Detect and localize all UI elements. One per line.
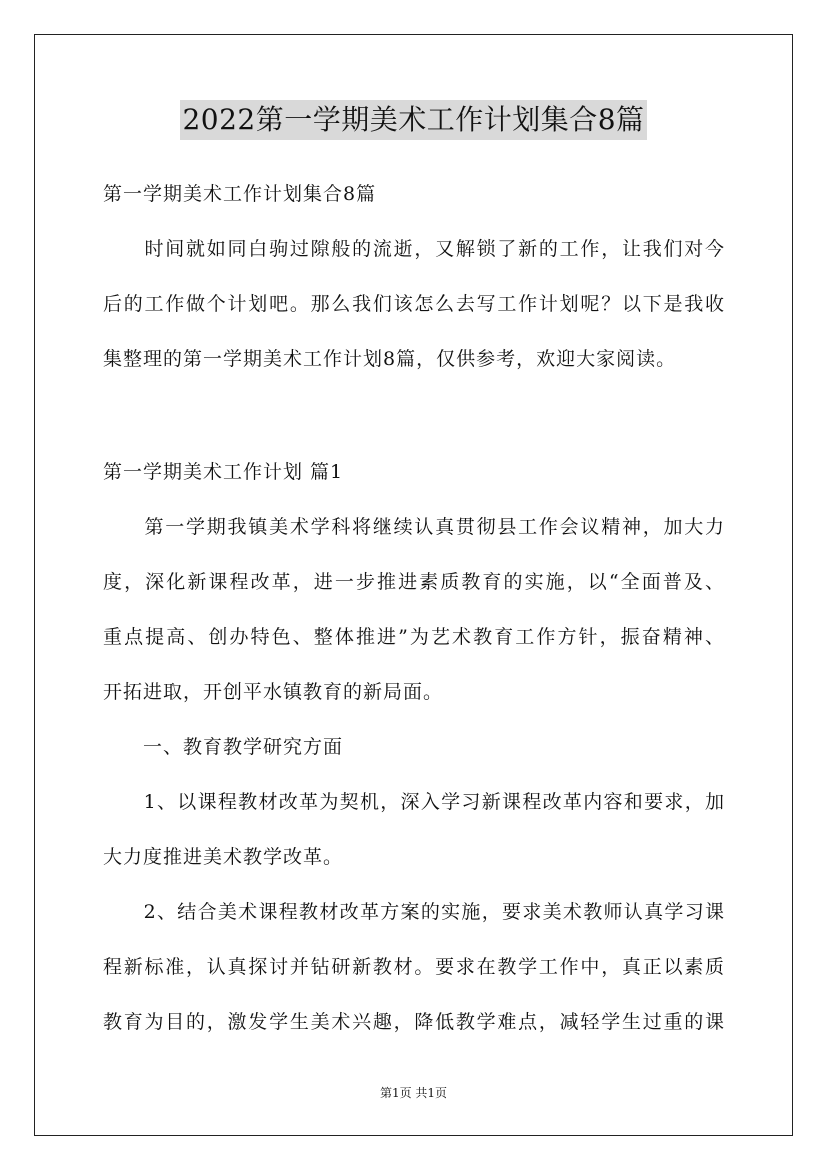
subsection-heading: 一、教育教学研究方面 [103,736,344,758]
paragraph-gap [103,396,725,454]
document-title: 2022第一学期美术工作计划集合8篇 [180,100,646,140]
page-footer: 第1页 共1页 [379,1086,448,1100]
paragraph-line: 教育为目的，激发学生美术兴趣，降低教学难点，减轻学生过重的课 [103,1011,725,1033]
paragraph-line: 程新标准，认真探讨并钻研新教材。要求在教学工作中，真正以素质 [103,956,725,978]
paragraph-line: 重点提高、创办特色、整体推进”为艺术教育工作方针，振奋精神、 [103,626,725,648]
subtitle-line: 第一学期美术工作计划集合8篇 [103,183,377,205]
paragraph-line: 后的工作做个计划吧。那么我们该怎么去写工作计划呢？以下是我收 [103,293,725,315]
paragraph-line: 时间就如同白驹过隙般的流逝，又解锁了新的工作，让我们对今 [103,238,725,260]
title-wrapper [0,100,827,140]
paragraph-line: 开拓进取，开创平水镇教育的新局面。 [103,681,444,703]
paragraph-line: 2、结合美术课程教材改革方案的实施，要求美术教师认真学习课 [103,901,725,923]
paragraph-line: 集整理的第一学期美术工作计划8篇，仅供参考，欢迎大家阅读。 [103,348,677,370]
paragraph-line: 度，深化新课程改革，进一步推进素质教育的实施，以“全面普及、 [103,571,725,593]
paragraph-line: 第一学期我镇美术学科将继续认真贯彻县工作会议精神，加大力 [103,516,725,538]
paragraph-line: 1、以课程教材改革为契机，深入学习新课程改革内容和要求，加 [103,791,725,813]
paragraph-line: 大力度推进美术教学改革。 [103,846,344,868]
section-heading: 第一学期美术工作计划 篇1 [103,461,344,483]
document-body [103,176,725,1059]
